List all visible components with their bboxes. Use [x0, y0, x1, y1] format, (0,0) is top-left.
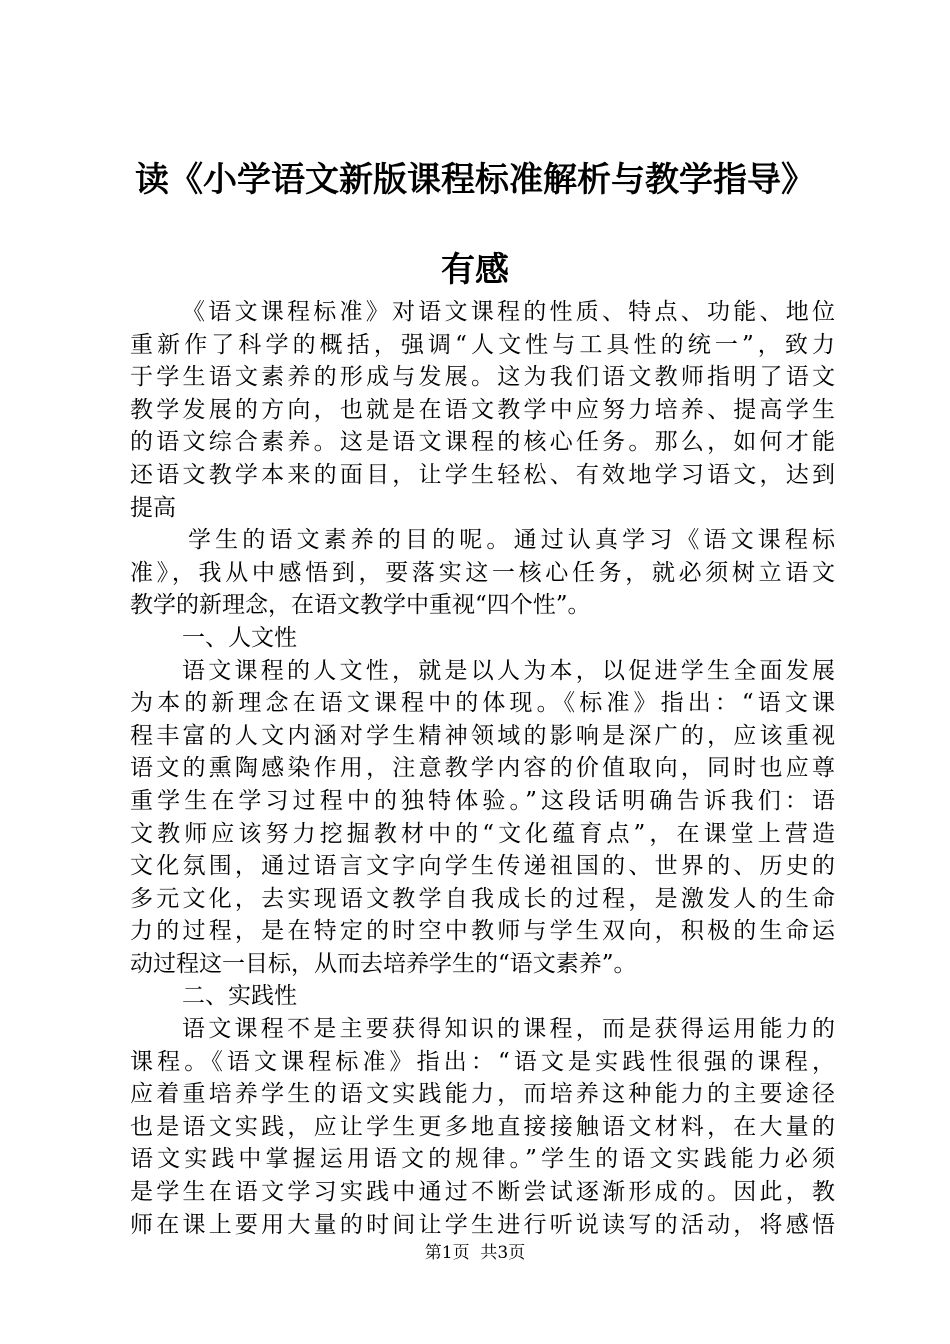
body-line: 的语文综合素养。这是语文课程的核心任务。那么，如何才能 [130, 429, 835, 456]
body-line: 语文的熏陶感染作用，注意教学内容的价值取向，同时也应尊 [130, 755, 835, 782]
body-line: 准》，我从中感悟到，要落实这一核心任务，就必须树立语文 [130, 559, 835, 586]
body-line: 还语文教学本来的面目，让学生轻松、有效地学习语文，达到 [130, 461, 835, 488]
body-line: 教学发展的方向，也就是在语文教学中应努力培养、提高学生 [130, 396, 835, 423]
document-body [130, 296, 835, 1241]
body-line: 课程。《语文课程标准》指出：“语文是实践性很强的课程， [130, 1048, 835, 1075]
section-heading: 一、人文性 [182, 624, 297, 651]
page-footer [0, 1242, 950, 1264]
body-line: 于学生语文素养的形成与发展。这为我们语文教师指明了语文 [130, 364, 835, 391]
section-heading: 二、实践性 [182, 983, 297, 1010]
body-line: 学生的语文素养的目的呢。通过认真学习《语文课程标 [188, 527, 835, 554]
body-line: 文化氛围，通过语言文字向学生传递祖国的、世界的、历史的 [130, 853, 835, 880]
body-line: 力的过程，是在特定的时空中教师与学生双向，积极的生命运 [130, 918, 835, 945]
body-line: 动过程这一目标，从而去培养学生的“语文素养”。 [130, 950, 637, 977]
body-line: 提高 [130, 494, 176, 521]
body-line: 语文课程不是主要获得知识的课程，而是获得运用能力的 [182, 1016, 835, 1043]
body-line: 是学生在语文学习实践中通过不断尝试逐渐形成的。因此，教 [130, 1179, 835, 1206]
body-line: 多元文化，去实现语文教学自我成长的过程，是激发人的生命 [130, 885, 835, 912]
page-number: 第1页 共3页 [424, 1243, 526, 1263]
body-line: 程丰富的人文内涵对学生精神领域的影响是深广的，应该重视 [130, 722, 835, 749]
body-line: 重学生在学习过程中的独特体验。”这段话明确告诉我们：语 [130, 787, 835, 814]
body-line: 师在课上要用大量的时间让学生进行听说读写的活动，将感悟 [130, 1211, 835, 1238]
body-line: 重新作了科学的概括，强调“人文性与工具性的统一”，致力 [130, 331, 835, 358]
body-line: 文教师应该努力挖掘教材中的“文化蕴育点”，在课堂上营造 [130, 820, 835, 847]
document-title-continued: 有感 [441, 250, 509, 290]
body-line: 《语文课程标准》对语文课程的性质、特点、功能、地位 [182, 299, 835, 325]
body-line: 应着重培养学生的语文实践能力，而培养这种能力的主要途径 [130, 1081, 835, 1108]
document-title: 读《小学语文新版课程标准解析与教学指导》 [135, 160, 815, 200]
body-line: 为本的新理念在语文课程中的体现。《标准》指出：“语文课 [130, 690, 835, 717]
body-line: 教学的新理念，在语文教学中重视“四个性”。 [130, 592, 591, 619]
body-line: 语文课程的人文性，就是以人为本，以促进学生全面发展 [182, 657, 835, 684]
body-line: 语文实践中掌握运用语文的规律。”学生的语文实践能力必须 [130, 1146, 835, 1173]
body-line: 也是语文实践，应让学生更多地直接接触语文材料，在大量的 [130, 1113, 835, 1140]
